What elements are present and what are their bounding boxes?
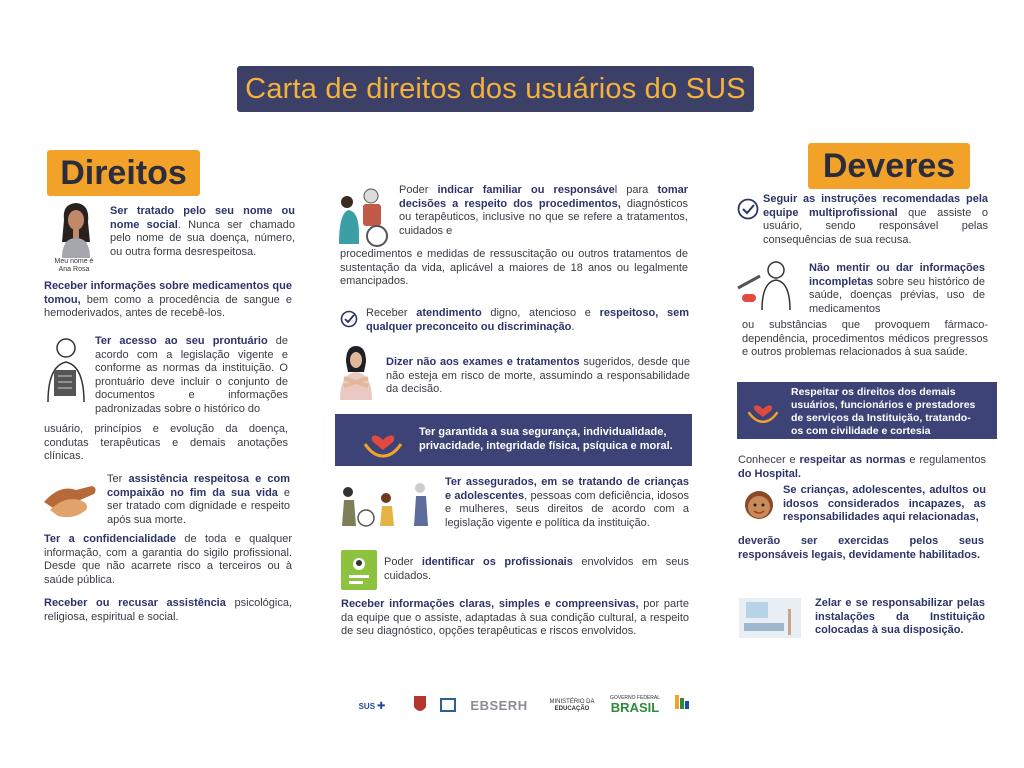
- protected-groups-rest: , pessoas com deficiência, idosos e mulheres, seus direitos de acordo com a legislação vigente e política da instituição.: [445, 489, 689, 529]
- dignified-care-end: .: [571, 320, 575, 333]
- respect-band-text: Respeitar os direitos dos demais usuários, funcionários e prestadores de serviços da Instituição, tratando-os com civilidade e cortesia: [791, 386, 976, 437]
- avatar-caption-line-1: Meu nome é: [54, 258, 94, 265]
- coat-of-arms-icon: [413, 695, 427, 715]
- medical-record-text: [95, 335, 288, 417]
- sus-logo: [358, 698, 386, 714]
- know-norms-mid: e regulamentos: [905, 454, 986, 466]
- refuse-exams-text: [386, 356, 690, 397]
- no-lying-bold: Não mentir ou dar informações incompletas: [809, 262, 985, 288]
- cross-icon: ✚: [377, 700, 386, 712]
- assistance-bold: Receber ou recusar assistência: [44, 597, 226, 609]
- clear-info-bold: Receber informações claras, simples e compreensivas,: [341, 598, 639, 610]
- university-logo: [408, 693, 432, 717]
- safety-band: [335, 414, 692, 466]
- right-name-rest: . Nunca ser chamado pelo nome de sua doença, número, ou outra forma desrespeitosa.: [110, 218, 295, 258]
- family-decision-pre: Poder: [399, 184, 438, 196]
- confidentiality-rest: de toda e qualquer informação, com a garantia do sigilo profissional. Desde que não acarrete risco a terceiros ou à saúde pública.: [44, 533, 292, 586]
- know-norms-bold-2: do Hospital.: [738, 467, 801, 480]
- ebserh-logo-text: EBSERH: [470, 697, 528, 713]
- protected-groups-bold: Ter assegurados, em se tratando de crianças e adolescentes: [445, 476, 689, 502]
- follow-instructions-text: [763, 193, 988, 247]
- heart-hands-icon-right: [747, 394, 779, 424]
- guardians-cont: deverão ser exercidas pelos seus responsáveis legais, devidamente habilitados.: [738, 535, 984, 561]
- medication-info-rest: bem como a procedência de sangue e hemoderivados, antes de recebê-los.: [44, 293, 292, 320]
- program-emblem-icon: [674, 694, 690, 716]
- clear-info-text: [341, 598, 689, 639]
- brasil-logo: [606, 692, 664, 718]
- family-decision-bold-1: indicar familiar ou responsáve: [437, 184, 615, 196]
- woman-refusing-icon: [336, 344, 376, 400]
- identify-professionals-text: [384, 556, 689, 583]
- assistance-rest: psicológica, religiosa, espiritual e social.: [44, 597, 292, 623]
- assistance-text: [44, 597, 292, 624]
- know-norms-text: [738, 454, 986, 481]
- end-of-life-bold: assistência respeitosa e com compaixão no fim da sua vida: [107, 473, 291, 499]
- family-decision-mid: l para: [614, 184, 658, 196]
- refuse-exams-rest: sugeridos, desde que não esteja em risco de morte, assumindo a responsabilidade da decisão.: [386, 356, 691, 396]
- end-of-life-text: [107, 473, 290, 527]
- guardians-bold: Se crianças, adolescentes, adultos ou idosos considerados incapazes, as responsabilidades aqui relacionadas,: [783, 484, 986, 524]
- guardians-text: [783, 484, 986, 525]
- care-facilities-text: [815, 597, 985, 638]
- avatar-caption-line-2: Ana Rosa: [58, 266, 90, 273]
- direitos-label: Direitos: [60, 153, 187, 192]
- check-circle-icon-right: [737, 198, 759, 220]
- page-title-banner: [237, 66, 754, 112]
- ministry-line-2: EDUCAÇÃO: [554, 706, 590, 712]
- dignified-care-mid: digno, atencioso e: [481, 307, 600, 319]
- id-badge-icon: [340, 549, 378, 591]
- dignified-care-text: [366, 307, 689, 334]
- medication-info-text: [44, 280, 292, 321]
- deveres-label: Deveres: [822, 146, 956, 185]
- dignified-care-bold-1: atendimento: [416, 307, 482, 319]
- no-lying-rest: sobre seu histórico de saúde, doenças prévias, uso de medicamentos: [809, 275, 985, 315]
- dignified-care-pre: Receber: [366, 307, 417, 319]
- medication-info-bold: Receber informações sobre medicamentos que tomou,: [44, 280, 292, 306]
- brasil-text: BRASIL: [610, 700, 660, 715]
- doctor-medication-icon: [736, 258, 802, 310]
- medical-record-bold: Ter acesso ao seu prontuário: [95, 335, 268, 347]
- end-of-life-rest: e ser tratado com dignidade e respeito após sua morte.: [107, 486, 290, 526]
- ministry-line-1: MINISTÉRIO DA: [549, 699, 595, 705]
- follow-instructions-rest: que assiste o usuário, sendo responsável pelas consequências de sua recusa.: [763, 206, 988, 246]
- no-lying-cont: ou substâncias que provoquem fármaco-dependência, procedimentos médicos pregressos e outros problemas relacionados à sua saúde.: [742, 319, 988, 359]
- hospital-room-icon: [738, 597, 802, 639]
- page-title: Carta de direitos dos usuários do SUS: [245, 72, 746, 105]
- no-lying-text: [809, 262, 985, 316]
- family-decision-rest: diagnósticos ou terapêuticos, inclusive no que se refere a tratamentos, cuidados e: [399, 197, 688, 237]
- check-circle-icon: [340, 310, 358, 328]
- identify-professionals-bold: identificar os profissionais: [421, 556, 573, 568]
- care-facilities-bold: Zelar e se responsabilizar pelas instalações da Instituição colocadas à sua disposição.: [815, 597, 985, 637]
- hospital-emblem-icon: [440, 698, 456, 712]
- know-norms-pre: Conhecer e: [738, 454, 800, 466]
- follow-instructions-bold: Seguir as instruções recomendadas pela equipe multiprofissional: [763, 193, 988, 219]
- medical-record-cont: usuário, princípios e evolução da doença, condutas terapêuticas e demais anotações clínicas.: [44, 423, 288, 463]
- confidentiality-text: [44, 533, 292, 587]
- end-of-life-pre: Ter: [107, 473, 129, 485]
- protected-groups-text: [445, 476, 689, 530]
- deveres-tag: [808, 143, 970, 189]
- child-face-icon: [741, 487, 777, 523]
- ebserh-logo: [466, 696, 532, 714]
- confidentiality-bold: Ter a confidencialidade: [44, 533, 177, 545]
- know-norms-bold-1: respeitar as normas: [799, 454, 906, 466]
- dignified-care-bold-2: respeitoso, sem qualquer preconceito ou discriminação: [366, 307, 689, 333]
- holding-hands-icon: [40, 474, 102, 522]
- family-decision-text: [399, 184, 688, 238]
- hospital-logo: [438, 696, 458, 714]
- identify-professionals-rest: envolvidos em seus cuidados.: [384, 556, 689, 582]
- sus-logo-text: SUS: [358, 701, 376, 711]
- direitos-tag: [47, 150, 200, 196]
- diverse-people-icon: [336, 478, 436, 528]
- respect-band: [737, 382, 997, 439]
- ministry-logo: [542, 696, 602, 716]
- heart-hands-icon: [363, 422, 403, 458]
- family-decision-cont: procedimentos e medidas de ressuscitação ou outros tratamentos de sustentação da vida, aplicável a maiores de 18 anos ou legalmente emancipados.: [340, 248, 688, 288]
- medical-record-rest: de acordo com a legislação vigente e conforme as normas da instituição. O prontuário deve incluir o conjunto de documentos e informações padronizadas sobre o histórico do: [95, 335, 288, 415]
- clear-info-rest: por parte da equipe que o assiste, adaptadas à sua condição cultural, a respeito de seu diagnóstico, opções terapêuticas e riscos envolvidos.: [341, 598, 689, 638]
- identify-professionals-pre: Poder: [384, 556, 422, 568]
- avatar-caption: [44, 258, 104, 274]
- safety-band-text: Ter garantida a sua segurança, individualidade, privacidade, integridade física, psíquica e moral.: [419, 426, 673, 452]
- refuse-exams-bold: Dizer não aos exames e tratamentos: [386, 356, 580, 368]
- woman-avatar-icon: [52, 198, 100, 258]
- doctor-xray-icon: [38, 336, 90, 404]
- right-name-text: [110, 205, 295, 259]
- family-decision-bold-2: tomar decisões a respeito dos procedimentos,: [399, 184, 688, 210]
- right-name-bold: Ser tratado pelo seu nome ou nome social: [110, 205, 295, 231]
- program-logo: [672, 692, 692, 718]
- governo-text: GOVERNO FEDERAL: [609, 695, 660, 701]
- wheelchair-family-icon: [333, 184, 395, 248]
